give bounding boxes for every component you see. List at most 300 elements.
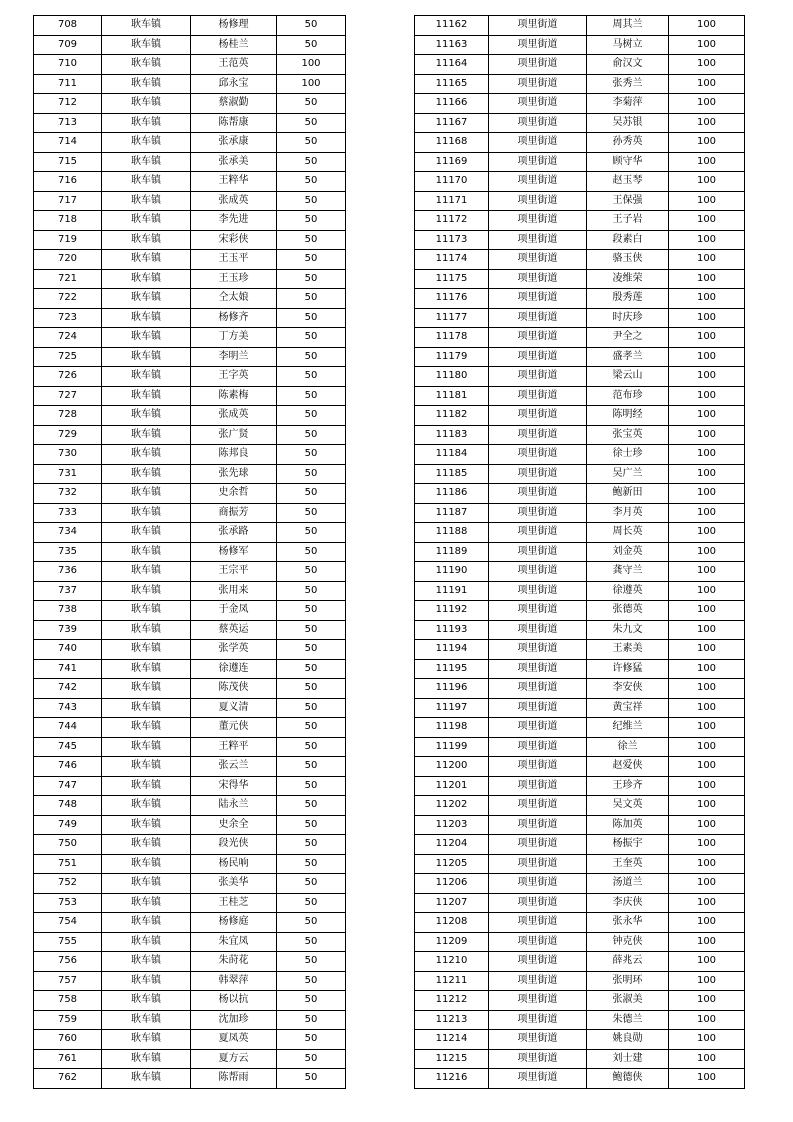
amount-cell: 50	[277, 874, 346, 894]
name-cell: 孙秀英	[587, 133, 669, 153]
table-row	[34, 854, 346, 874]
name-cell: 张先球	[191, 464, 277, 484]
serial-number-cell: 745	[34, 737, 102, 757]
serial-number-cell: 730	[34, 445, 102, 465]
name-cell: 徐遵连	[191, 659, 277, 679]
table-row	[34, 503, 346, 523]
town-cell: 项里街道	[489, 55, 587, 75]
serial-number-cell: 11208	[415, 913, 489, 933]
serial-number-cell: 709	[34, 35, 102, 55]
name-cell: 杨桂兰	[191, 35, 277, 55]
name-cell: 陈帮雨	[191, 1069, 277, 1089]
town-cell: 耿车镇	[102, 367, 191, 387]
table-row	[34, 94, 346, 114]
serial-number-cell: 11189	[415, 542, 489, 562]
table-row	[415, 854, 745, 874]
table-row	[415, 913, 745, 933]
table-row	[34, 757, 346, 777]
serial-number-cell: 759	[34, 1010, 102, 1030]
serial-number-cell: 11207	[415, 893, 489, 913]
serial-number-cell: 11165	[415, 74, 489, 94]
table-row	[34, 445, 346, 465]
town-cell: 项里街道	[489, 16, 587, 36]
amount-cell: 100	[669, 308, 745, 328]
table-row	[415, 1010, 745, 1030]
amount-cell: 50	[277, 484, 346, 504]
amount-cell: 100	[669, 542, 745, 562]
name-cell: 张成英	[191, 406, 277, 426]
name-cell: 陆永兰	[191, 796, 277, 816]
table-row	[415, 35, 745, 55]
right-table	[414, 15, 745, 1089]
serial-number-cell: 11196	[415, 679, 489, 699]
town-cell: 项里街道	[489, 835, 587, 855]
name-cell: 张美华	[191, 874, 277, 894]
amount-cell: 100	[669, 796, 745, 816]
town-cell: 耿车镇	[102, 503, 191, 523]
amount-cell: 50	[277, 94, 346, 114]
serial-number-cell: 11173	[415, 230, 489, 250]
town-cell: 项里街道	[489, 1030, 587, 1050]
town-cell: 项里街道	[489, 796, 587, 816]
serial-number-cell: 11193	[415, 620, 489, 640]
serial-number-cell: 11216	[415, 1069, 489, 1089]
amount-cell: 50	[277, 952, 346, 972]
table-row	[415, 932, 745, 952]
town-cell: 耿车镇	[102, 679, 191, 699]
table-row	[415, 562, 745, 582]
serial-number-cell: 712	[34, 94, 102, 114]
serial-number-cell: 722	[34, 289, 102, 309]
town-cell: 项里街道	[489, 913, 587, 933]
serial-number-cell: 718	[34, 211, 102, 231]
amount-cell: 100	[669, 854, 745, 874]
town-cell: 耿车镇	[102, 913, 191, 933]
table-row	[415, 16, 745, 36]
serial-number-cell: 11164	[415, 55, 489, 75]
name-cell: 王玉珍	[191, 269, 277, 289]
town-cell: 项里街道	[489, 659, 587, 679]
amount-cell: 50	[277, 796, 346, 816]
table-row	[34, 718, 346, 738]
town-cell: 耿车镇	[102, 172, 191, 192]
table-row	[415, 406, 745, 426]
table-row	[415, 289, 745, 309]
town-cell: 项里街道	[489, 289, 587, 309]
town-cell: 项里街道	[489, 74, 587, 94]
name-cell: 钟克侠	[587, 932, 669, 952]
table-row	[415, 991, 745, 1011]
town-cell: 耿车镇	[102, 874, 191, 894]
serial-number-cell: 723	[34, 308, 102, 328]
town-cell: 项里街道	[489, 854, 587, 874]
amount-cell: 50	[277, 913, 346, 933]
table-row	[415, 757, 745, 777]
serial-number-cell: 719	[34, 230, 102, 250]
serial-number-cell: 711	[34, 74, 102, 94]
table-row	[34, 952, 346, 972]
name-cell: 张宝英	[587, 425, 669, 445]
serial-number-cell: 11186	[415, 484, 489, 504]
table-row	[415, 952, 745, 972]
amount-cell: 100	[669, 55, 745, 75]
town-cell: 项里街道	[489, 425, 587, 445]
serial-number-cell: 11210	[415, 952, 489, 972]
table-row	[34, 289, 346, 309]
town-cell: 耿车镇	[102, 640, 191, 660]
serial-number-cell: 713	[34, 113, 102, 133]
name-cell: 徐士珍	[587, 445, 669, 465]
town-cell: 项里街道	[489, 328, 587, 348]
amount-cell: 100	[669, 113, 745, 133]
town-cell: 项里街道	[489, 464, 587, 484]
name-cell: 夏方云	[191, 1049, 277, 1069]
table-row	[34, 893, 346, 913]
name-cell: 朱宜凤	[191, 932, 277, 952]
serial-number-cell: 11206	[415, 874, 489, 894]
serial-number-cell: 11215	[415, 1049, 489, 1069]
town-cell: 项里街道	[489, 1049, 587, 1069]
table-row	[415, 718, 745, 738]
town-cell: 耿车镇	[102, 1049, 191, 1069]
table-row	[34, 191, 346, 211]
town-cell: 耿车镇	[102, 523, 191, 543]
amount-cell: 50	[277, 776, 346, 796]
name-cell: 沈加珍	[191, 1010, 277, 1030]
town-cell: 项里街道	[489, 133, 587, 153]
town-cell: 项里街道	[489, 932, 587, 952]
serial-number-cell: 11169	[415, 152, 489, 172]
town-cell: 耿车镇	[102, 659, 191, 679]
serial-number-cell: 11181	[415, 386, 489, 406]
table-row	[34, 1069, 346, 1089]
serial-number-cell: 11205	[415, 854, 489, 874]
table-row	[415, 874, 745, 894]
name-cell: 张德英	[587, 601, 669, 621]
name-cell: 殷秀莲	[587, 289, 669, 309]
serial-number-cell: 11172	[415, 211, 489, 231]
serial-number-cell: 761	[34, 1049, 102, 1069]
amount-cell: 100	[669, 347, 745, 367]
amount-cell: 100	[669, 484, 745, 504]
town-cell: 项里街道	[489, 991, 587, 1011]
amount-cell: 50	[277, 542, 346, 562]
amount-cell: 50	[277, 815, 346, 835]
table-row	[34, 386, 346, 406]
town-cell: 耿车镇	[102, 1010, 191, 1030]
amount-cell: 100	[669, 328, 745, 348]
name-cell: 仝太娘	[191, 289, 277, 309]
town-cell: 项里街道	[489, 269, 587, 289]
table-row	[34, 328, 346, 348]
serial-number-cell: 11199	[415, 737, 489, 757]
town-cell: 项里街道	[489, 484, 587, 504]
amount-cell: 100	[669, 991, 745, 1011]
table-row	[34, 835, 346, 855]
town-cell: 耿车镇	[102, 16, 191, 36]
amount-cell: 100	[669, 776, 745, 796]
name-cell: 张承路	[191, 523, 277, 543]
name-cell: 顾守华	[587, 152, 669, 172]
name-cell: 周长英	[587, 523, 669, 543]
table-row	[34, 640, 346, 660]
serial-number-cell: 762	[34, 1069, 102, 1089]
town-cell: 项里街道	[489, 640, 587, 660]
town-cell: 耿车镇	[102, 211, 191, 231]
name-cell: 董元侠	[191, 718, 277, 738]
name-cell: 杨民响	[191, 854, 277, 874]
name-cell: 李安侠	[587, 679, 669, 699]
serial-number-cell: 11166	[415, 94, 489, 114]
name-cell: 王粹平	[191, 737, 277, 757]
name-cell: 黄宝祥	[587, 698, 669, 718]
table-row	[34, 35, 346, 55]
table-row	[415, 308, 745, 328]
name-cell: 段光侠	[191, 835, 277, 855]
serial-number-cell: 11171	[415, 191, 489, 211]
amount-cell: 50	[277, 347, 346, 367]
amount-cell: 50	[277, 113, 346, 133]
name-cell: 张秀兰	[587, 74, 669, 94]
town-cell: 项里街道	[489, 971, 587, 991]
amount-cell: 50	[277, 620, 346, 640]
town-cell: 耿车镇	[102, 35, 191, 55]
town-cell: 项里街道	[489, 757, 587, 777]
serial-number-cell: 748	[34, 796, 102, 816]
table-row	[415, 679, 745, 699]
amount-cell: 100	[669, 581, 745, 601]
name-cell: 陈邦良	[191, 445, 277, 465]
amount-cell: 100	[669, 406, 745, 426]
table-row	[34, 1049, 346, 1069]
town-cell: 耿车镇	[102, 152, 191, 172]
town-cell: 耿车镇	[102, 757, 191, 777]
table-row	[34, 230, 346, 250]
serial-number-cell: 11177	[415, 308, 489, 328]
name-cell: 杨修理	[191, 16, 277, 36]
town-cell: 项里街道	[489, 698, 587, 718]
table-row	[34, 16, 346, 36]
amount-cell: 100	[669, 523, 745, 543]
table-row	[34, 776, 346, 796]
name-cell: 许修猛	[587, 659, 669, 679]
amount-cell: 100	[669, 835, 745, 855]
amount-cell: 100	[669, 620, 745, 640]
name-cell: 马树立	[587, 35, 669, 55]
table-row	[415, 425, 745, 445]
town-cell: 项里街道	[489, 113, 587, 133]
table-row	[415, 1030, 745, 1050]
name-cell: 陈加英	[587, 815, 669, 835]
serial-number-cell: 758	[34, 991, 102, 1011]
town-cell: 耿车镇	[102, 620, 191, 640]
serial-number-cell: 11198	[415, 718, 489, 738]
name-cell: 史余哲	[191, 484, 277, 504]
name-cell: 陈茂侠	[191, 679, 277, 699]
serial-number-cell: 11180	[415, 367, 489, 387]
amount-cell: 100	[669, 601, 745, 621]
table-row	[415, 776, 745, 796]
town-cell: 项里街道	[489, 581, 587, 601]
town-cell: 耿车镇	[102, 230, 191, 250]
amount-cell: 100	[669, 893, 745, 913]
amount-cell: 100	[669, 562, 745, 582]
amount-cell: 50	[277, 328, 346, 348]
serial-number-cell: 720	[34, 250, 102, 270]
table-row	[34, 542, 346, 562]
town-cell: 耿车镇	[102, 74, 191, 94]
serial-number-cell: 710	[34, 55, 102, 75]
name-cell: 李庆侠	[587, 893, 669, 913]
amount-cell: 50	[277, 971, 346, 991]
town-cell: 耿车镇	[102, 289, 191, 309]
table-row	[34, 425, 346, 445]
town-cell: 耿车镇	[102, 1069, 191, 1089]
table-row	[415, 269, 745, 289]
town-cell: 项里街道	[489, 94, 587, 114]
name-cell: 宋得华	[191, 776, 277, 796]
amount-cell: 100	[669, 1049, 745, 1069]
table-row	[34, 679, 346, 699]
town-cell: 项里街道	[489, 386, 587, 406]
right-table-body	[415, 16, 745, 1089]
amount-cell: 50	[277, 854, 346, 874]
town-cell: 耿车镇	[102, 386, 191, 406]
amount-cell: 100	[669, 250, 745, 270]
amount-cell: 50	[277, 269, 346, 289]
name-cell: 蔡英运	[191, 620, 277, 640]
town-cell: 项里街道	[489, 1069, 587, 1089]
serial-number-cell: 11195	[415, 659, 489, 679]
table-row	[34, 1030, 346, 1050]
town-cell: 耿车镇	[102, 835, 191, 855]
town-cell: 项里街道	[489, 250, 587, 270]
amount-cell: 100	[669, 757, 745, 777]
table-row	[415, 542, 745, 562]
town-cell: 耿车镇	[102, 698, 191, 718]
amount-cell: 100	[669, 74, 745, 94]
name-cell: 凌维荣	[587, 269, 669, 289]
amount-cell: 100	[669, 94, 745, 114]
amount-cell: 50	[277, 562, 346, 582]
name-cell: 王保强	[587, 191, 669, 211]
serial-number-cell: 11167	[415, 113, 489, 133]
table-row	[34, 113, 346, 133]
amount-cell: 100	[669, 152, 745, 172]
town-cell: 耿车镇	[102, 250, 191, 270]
serial-number-cell: 708	[34, 16, 102, 36]
amount-cell: 100	[669, 737, 745, 757]
serial-number-cell: 721	[34, 269, 102, 289]
serial-number-cell: 733	[34, 503, 102, 523]
table-row	[34, 913, 346, 933]
name-cell: 张承美	[191, 152, 277, 172]
amount-cell: 50	[277, 367, 346, 387]
table-row	[34, 269, 346, 289]
table-row	[34, 523, 346, 543]
amount-cell: 50	[277, 386, 346, 406]
amount-cell: 100	[669, 698, 745, 718]
town-cell: 耿车镇	[102, 406, 191, 426]
table-row	[415, 581, 745, 601]
amount-cell: 100	[669, 172, 745, 192]
name-cell: 刘士建	[587, 1049, 669, 1069]
amount-cell: 100	[669, 659, 745, 679]
table-row	[415, 737, 745, 757]
amount-cell: 50	[277, 932, 346, 952]
table-row	[415, 503, 745, 523]
amount-cell: 50	[277, 230, 346, 250]
amount-cell: 50	[277, 191, 346, 211]
table-row	[415, 367, 745, 387]
amount-cell: 50	[277, 503, 346, 523]
serial-number-cell: 731	[34, 464, 102, 484]
amount-cell: 100	[669, 133, 745, 153]
name-cell: 王玉平	[191, 250, 277, 270]
name-cell: 王子岩	[587, 211, 669, 231]
town-cell: 耿车镇	[102, 562, 191, 582]
name-cell: 段素白	[587, 230, 669, 250]
amount-cell: 100	[669, 464, 745, 484]
name-cell: 张云兰	[191, 757, 277, 777]
amount-cell: 50	[277, 835, 346, 855]
amount-cell: 100	[669, 718, 745, 738]
town-cell: 耿车镇	[102, 445, 191, 465]
table-row	[34, 874, 346, 894]
town-cell: 项里街道	[489, 211, 587, 231]
serial-number-cell: 724	[34, 328, 102, 348]
name-cell: 时庆珍	[587, 308, 669, 328]
name-cell: 吴苏银	[587, 113, 669, 133]
town-cell: 耿车镇	[102, 971, 191, 991]
town-cell: 项里街道	[489, 230, 587, 250]
amount-cell: 50	[277, 172, 346, 192]
table-row	[34, 484, 346, 504]
name-cell: 范布珍	[587, 386, 669, 406]
name-cell: 徐遵英	[587, 581, 669, 601]
town-cell: 项里街道	[489, 445, 587, 465]
amount-cell: 50	[277, 1069, 346, 1089]
amount-cell: 50	[277, 523, 346, 543]
serial-number-cell: 717	[34, 191, 102, 211]
table-row	[415, 133, 745, 153]
table-row	[34, 991, 346, 1011]
name-cell: 杨修军	[191, 542, 277, 562]
name-cell: 夏凤英	[191, 1030, 277, 1050]
table-row	[34, 581, 346, 601]
name-cell: 朱九文	[587, 620, 669, 640]
amount-cell: 50	[277, 289, 346, 309]
town-cell: 耿车镇	[102, 328, 191, 348]
amount-cell: 50	[277, 698, 346, 718]
amount-cell: 100	[669, 269, 745, 289]
name-cell: 张承康	[191, 133, 277, 153]
serial-number-cell: 736	[34, 562, 102, 582]
amount-cell: 50	[277, 16, 346, 36]
amount-cell: 100	[669, 191, 745, 211]
name-cell: 张明环	[587, 971, 669, 991]
serial-number-cell: 11183	[415, 425, 489, 445]
serial-number-cell: 728	[34, 406, 102, 426]
table-row	[34, 1010, 346, 1030]
name-cell: 吴文英	[587, 796, 669, 816]
name-cell: 骆玉侠	[587, 250, 669, 270]
town-cell: 项里街道	[489, 367, 587, 387]
town-cell: 项里街道	[489, 815, 587, 835]
table-row	[34, 172, 346, 192]
town-cell: 项里街道	[489, 952, 587, 972]
amount-cell: 100	[669, 952, 745, 972]
